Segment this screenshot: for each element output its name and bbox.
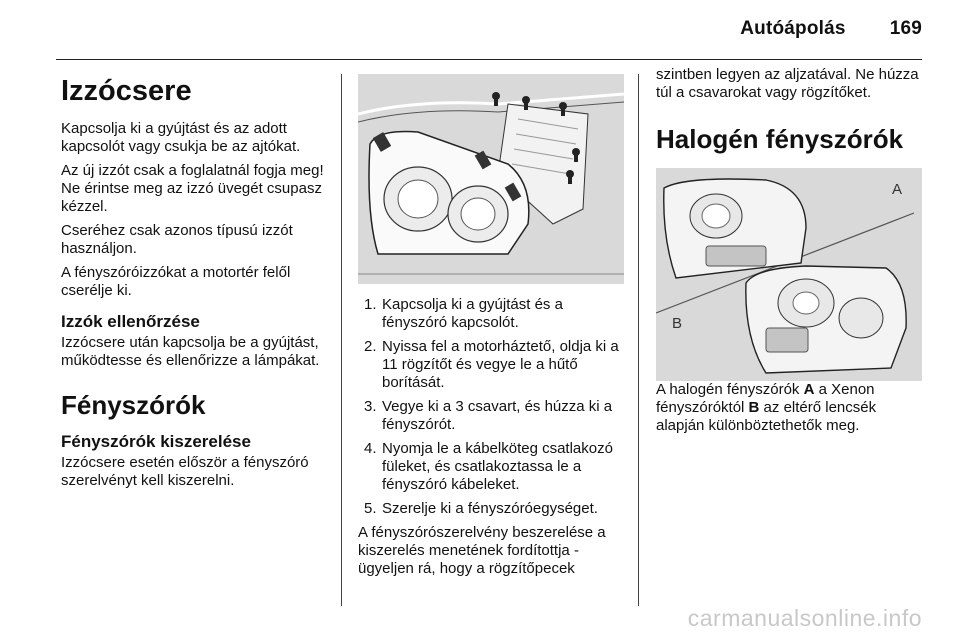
running-header: [740, 18, 922, 40]
paragraph: Izzócsere után kapcsolja be a gyújtást, működtesse és ellenőrizze a lámpákat.: [61, 334, 320, 369]
watermark: carmanualsonline.info: [687, 605, 922, 631]
page-number: 169: [889, 18, 922, 39]
subheading-bulb-check: Izzók ellenőrzése: [61, 312, 200, 331]
figure-label-a: A: [892, 181, 903, 198]
list-item: 5. Szerelje ki a fényszóróegységet.: [364, 500, 598, 517]
paragraph: A fényszóróizzókat a motortér felől cserélje ki.: [61, 264, 291, 299]
chapter-title: Autóápolás: [740, 18, 846, 39]
list-item: 3. Vegye ki a 3 csavart, és húzza ki a fényszórót.: [364, 398, 613, 433]
paragraph: Cseréhez csak azonos típusú izzót használjon.: [61, 222, 293, 257]
paragraph: szintben legyen az aljzatával. Ne húzza túl a csavarokat vagy rögzítőket.: [656, 66, 919, 101]
figure-caption: A halogén fényszórók A a Xenon fényszóróktól B az eltérő lencsék alapján különböztethetők meg.: [656, 381, 877, 434]
section-title-headlights: Fényszórók: [61, 390, 206, 420]
column-divider-1: [341, 74, 342, 606]
column-3: [656, 66, 924, 441]
paragraph: A fényszórószerelvény beszerelése a kiszerelés menetének fordítottja - ügyeljen rá, hogy a rögzítőpecek: [358, 524, 606, 577]
paragraph: Kapcsolja ki a gyújtást és az adott kapcsolót vagy csukja be az ajtókat.: [61, 120, 301, 155]
section-title-bulb-replacement: Izzócsere: [61, 75, 192, 107]
column-1: [61, 66, 333, 496]
list-item: 1. Kapcsolja ki a gyújtást és a fényszóró kapcsolót.: [364, 296, 563, 331]
paragraph: Izzócsere esetén először a fényszóró szerelvényt kell kiszerelni.: [61, 454, 309, 489]
column-divider-2: [638, 74, 639, 606]
removal-steps-list: [358, 296, 626, 518]
headlight-removal-illustration: [358, 74, 624, 284]
list-item: 2. Nyissa fel a motorháztető, oldja ki a 11 rögzítőt és vegye le a hűtő borítását.: [364, 338, 619, 391]
column-2: [358, 66, 626, 584]
subheading-headlight-removal: Fényszórók kiszerelése: [61, 432, 251, 451]
section-title-halogen-headlights: Halogén fényszórók: [656, 124, 904, 154]
paragraph: Az új izzót csak a foglalatnál fogja meg! Ne érintse meg az izzó üvegét csupasz kézzel.: [61, 162, 324, 215]
figure-label-b: B: [672, 315, 683, 332]
halogen-vs-xenon-illustration: [656, 168, 922, 381]
header-rule: [56, 59, 922, 60]
list-item: 4. Nyomja le a kábelköteg csatlakozó füleket, és csatlakoztassa le a fényszóró kábeleket.: [364, 440, 613, 493]
